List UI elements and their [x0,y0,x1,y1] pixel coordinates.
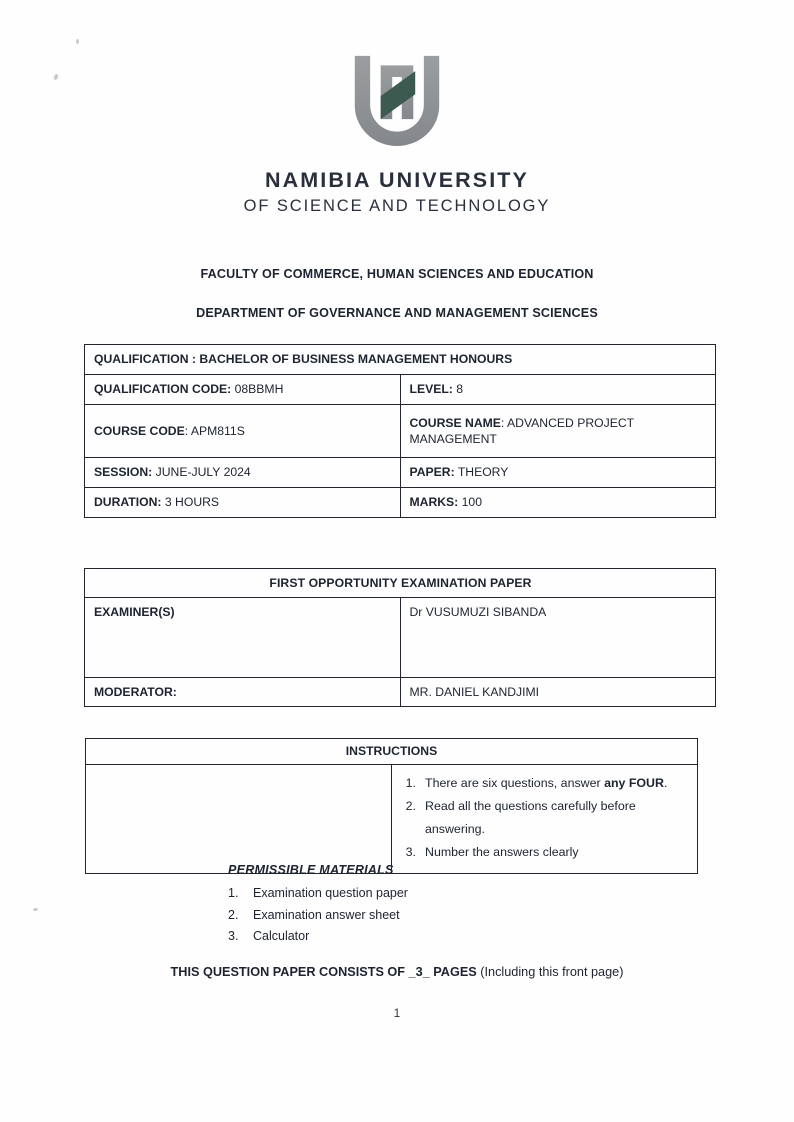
page-number: 1 [393,1008,401,1020]
paper-value: THEORY [454,465,509,480]
instruction-text-bold: any FOUR [604,776,664,790]
instructions-table [85,738,698,874]
list-item [228,883,408,905]
material-number: 1. [228,886,239,900]
table-row [86,739,698,765]
course-name-label: COURSE NAME [409,415,501,430]
scan-speck [76,39,79,44]
session-value: JUNE-JULY 2024 [152,465,251,480]
examiner-value: Dr VUSUMUZI SIBANDA [400,598,716,678]
material-number: 3. [228,929,239,943]
material-number: 2. [228,907,239,922]
table-row [85,375,716,405]
marks-cell [400,488,716,518]
faculty-heading: FACULTY OF COMMERCE, HUMAN SCIENCES AND EDUCATION [200,267,594,281]
level-cell [400,375,716,405]
instruction-number: 2. [405,798,416,813]
material-text: Examination question paper [253,886,408,900]
qualification-table [84,344,716,518]
level-label: LEVEL: [409,382,453,397]
permissible-materials-section [228,863,408,948]
list-item [392,772,687,795]
instruction-text: Number the answers clearly [425,844,579,859]
university-wordmark [0,168,794,216]
course-name-value: : ADVANCED PROJECT MANAGEMENT [409,415,634,446]
examiner-label: EXAMINER(S) [85,598,401,678]
instructions-gutter [86,765,392,874]
moderator-label: MODERATOR: [85,678,401,707]
instruction-number: 1. [405,776,416,790]
instructions-body [392,765,698,874]
page-count-plain: (Including this front page) [480,965,624,979]
instruction-text-after: . [663,776,668,790]
list-item [228,926,408,948]
duration-cell [85,488,401,518]
instructions-list [392,772,687,864]
examination-paper-header: FIRST OPPORTUNITY EXAMINATION PAPER [85,569,716,598]
instruction-number: 3. [405,844,416,859]
session-cell [85,458,401,488]
examiners-table [84,568,716,707]
instruction-text [425,772,667,795]
material-text: Calculator [253,929,310,943]
instruction-text: Read all the questions carefully before answering. [425,798,636,836]
instructions-header: INSTRUCTIONS [86,739,698,765]
logo-container [0,52,794,146]
table-row [85,598,716,678]
page-count-note [0,965,794,979]
department-heading: DEPARTMENT OF GOVERNANCE AND MANAGEMENT SCIENCES [196,306,598,320]
table-row [86,765,698,874]
qualification-title: QUALIFICATION : BACHELOR OF BUSINESS MANAGEMENT HONOURS [94,352,513,367]
table-row [85,569,716,598]
permissible-materials-list [228,883,408,948]
list-item [392,795,687,841]
qualification-code-value: 08BBMH [231,382,284,397]
scan-speck [33,908,38,911]
course-code-value: : APM811S [184,423,245,438]
permissible-materials-title: PERMISSIBLE MATERIALS [228,863,394,877]
table-row [85,345,716,375]
level-value: 8 [452,382,464,397]
instruction-text-before: There are six questions, answer [425,776,605,790]
material-text: Examination answer sheet [253,907,400,922]
qualification-code-cell [85,375,401,405]
page-count-strong: THIS QUESTION PAPER CONSISTS OF _3_ PAGES [170,965,481,979]
session-label: SESSION: [94,465,153,480]
moderator-value: MR. DANIEL KANDJIMI [400,678,716,707]
qualification-title-cell [85,345,716,375]
table-row [85,488,716,518]
wordmark-line-1: NAMIBIA UNIVERSITY [265,168,529,192]
duration-label: DURATION: [94,495,162,510]
marks-label: MARKS: [409,495,459,510]
paper-label: PAPER: [409,465,455,480]
course-code-label: COURSE CODE [94,423,185,438]
duration-value: 3 HOURS [161,495,220,510]
wordmark-line-2: OF SCIENCE AND TECHNOLOGY [243,196,551,215]
table-row [85,458,716,488]
list-item [228,905,408,927]
paper-cell [400,458,716,488]
course-name-cell [400,405,716,458]
qualification-code-label: QUALIFICATION CODE: [94,382,232,397]
list-item [392,841,687,864]
marks-value: 100 [458,495,482,510]
table-row [85,678,716,707]
nust-shield-logo [349,52,445,146]
table-row [85,405,716,458]
course-code-cell [85,405,401,458]
